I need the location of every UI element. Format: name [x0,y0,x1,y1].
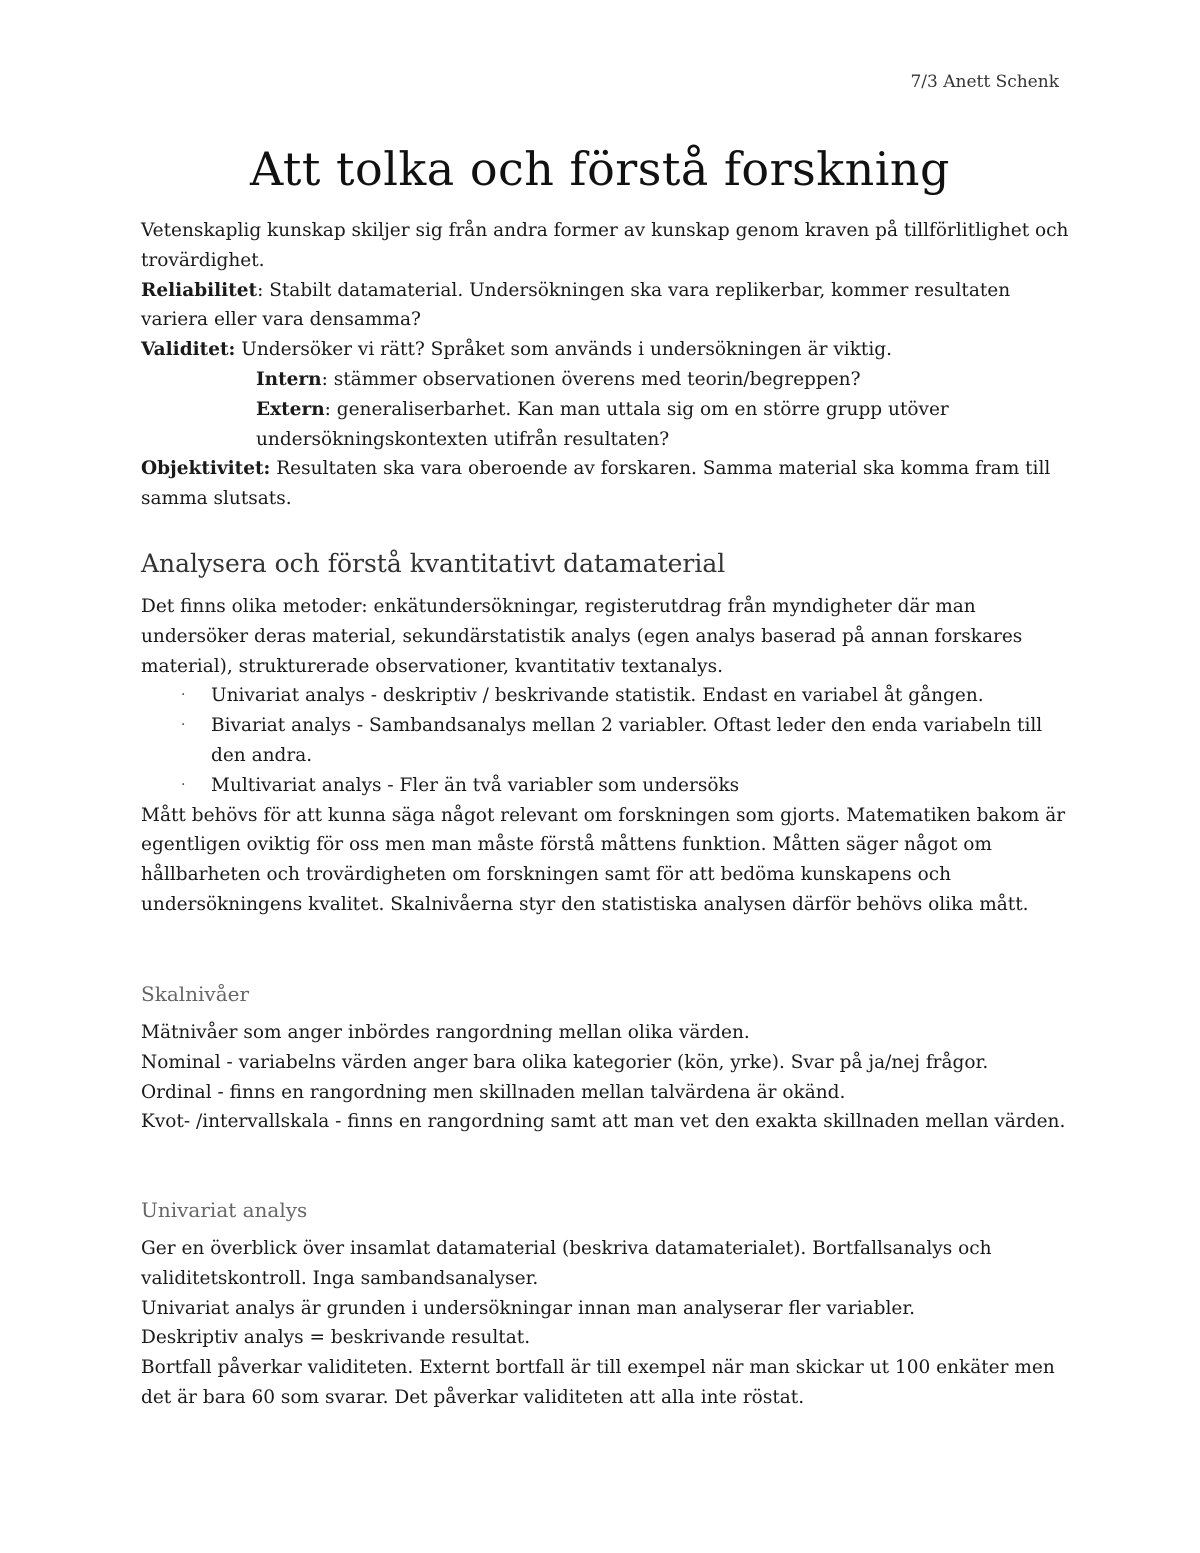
intro-paragraph: Vetenskaplig kunskap skiljer sig från andra former av kunskap genom kraven på tillförlitlighet och trovärdighet. [141,220,1069,271]
bullet-icon: · [181,776,186,793]
extern-label: Extern [256,398,325,420]
scale-line: Nominal - variabelns värden anger bara olika kategorier (kön, yrke). Svar på ja/nej frågor. [141,1051,989,1073]
intern-text: : stämmer observationen överens med teorin/begreppen? [321,368,861,390]
heading-scale-levels: Skalnivåer [141,982,250,1006]
page-title: Att tolka och förstå forskning [250,142,950,196]
list-item: · Univariat analys - deskriptiv / beskrivande statistik. Endast en variabel åt gången. [141,681,1071,711]
univariate-line: Bortfall påverkar validiteten. Externt bortfall är till exempel när man skickar ut 100 enkäter men det är bara 60 som svarar. Det påverkar validiteten att alla inte röstat. [141,1357,1055,1408]
validity-text: Undersöker vi rätt? Språket som används i undersökningen är viktig. [235,339,893,361]
validity-paragraph [141,335,1071,365]
scale-line: Kvot- /intervallskala - finns en rangordning samt att man vet den exakta skillnaden mellan värden. [141,1111,1066,1133]
header-note: 7/3 Anett Schenk [910,72,1059,92]
bullet-icon: · [181,687,186,704]
extern-paragraph [141,395,1071,455]
intro-section [141,216,1071,514]
objectivity-text: Resultaten ska vara oberoende av forskaren. Samma material ska komma fram till samma slutsats. [141,458,1051,510]
heading-univariate: Univariat analys [141,1198,308,1222]
objectivity-label: Objektivitet: [141,458,271,480]
heading-quantitative: Analysera och förstå kvantitativt datamaterial [141,549,726,578]
scale-line: Mätnivåer som anger inbördes rangordning mellan olika värden. [141,1022,750,1043]
extern-text: : generaliserbarhet. Kan man uttala sig om en större grupp utöver undersökningskontexten utifrån resultaten? [256,398,949,450]
bullet-icon: · [181,717,186,734]
measures-paragraph: Mått behövs för att kunna säga något relevant om forskningen som gjorts. Matematiken bakom är egentligen oviktig för oss men man måste förstå måttens funktion. Måtten säger något om hållbarheten och trovärdigheten om forskningen samt för att bedöma kunskapens och undersökningens kvalitet. Skalnivåerna styr den statistiska analysen därför behövs olika mått. [141,804,1066,915]
quantitative-section [141,592,1071,920]
univariate-section [141,1234,1071,1413]
univariate-line: Ger en överblick över insamlat datamaterial (beskriva datamaterialet). Bortfallsanalys och validitetskontroll. Inga sambandsanalyser. [141,1238,992,1289]
univariate-line: Deskriptiv analys = beskrivande resultat. [141,1327,531,1349]
univariate-line: Univariat analys är grunden i undersökningar innan man analyserar fler variabler. [141,1297,916,1319]
validity-label: Validitet: [141,339,236,361]
list-item: · Multivariat analys - Fler än två variabler som undersöks [141,771,1071,801]
analysis-list [141,681,1071,800]
objectivity-paragraph [141,454,1071,514]
reliability-paragraph [141,276,1071,336]
scale-section [141,1018,1071,1137]
intern-label: Intern [256,368,322,390]
methods-paragraph: Det finns olika metoder: enkätundersökningar, registerutdrag från myndigheter där man undersöker deras material, sekundärstatistik analys (egen analys baserad på annan forskares material), strukturerade observationer, kvantitativ textanalys. [141,596,1023,677]
list-item: · Bivariat analys - Sambandsanalys mellan 2 variabler. Oftast leder den enda variabeln till den andra. [141,711,1071,771]
scale-line: Ordinal - finns en rangordning men skillnaden mellan talvärdena är okänd. [141,1081,846,1103]
reliability-text: : Stabilt datamaterial. Undersökningen ska vara replikerbar, kommer resultaten variera eller vara densamma? [141,279,1011,331]
intern-paragraph [141,365,1071,395]
reliability-label: Reliabilitet [141,279,258,301]
